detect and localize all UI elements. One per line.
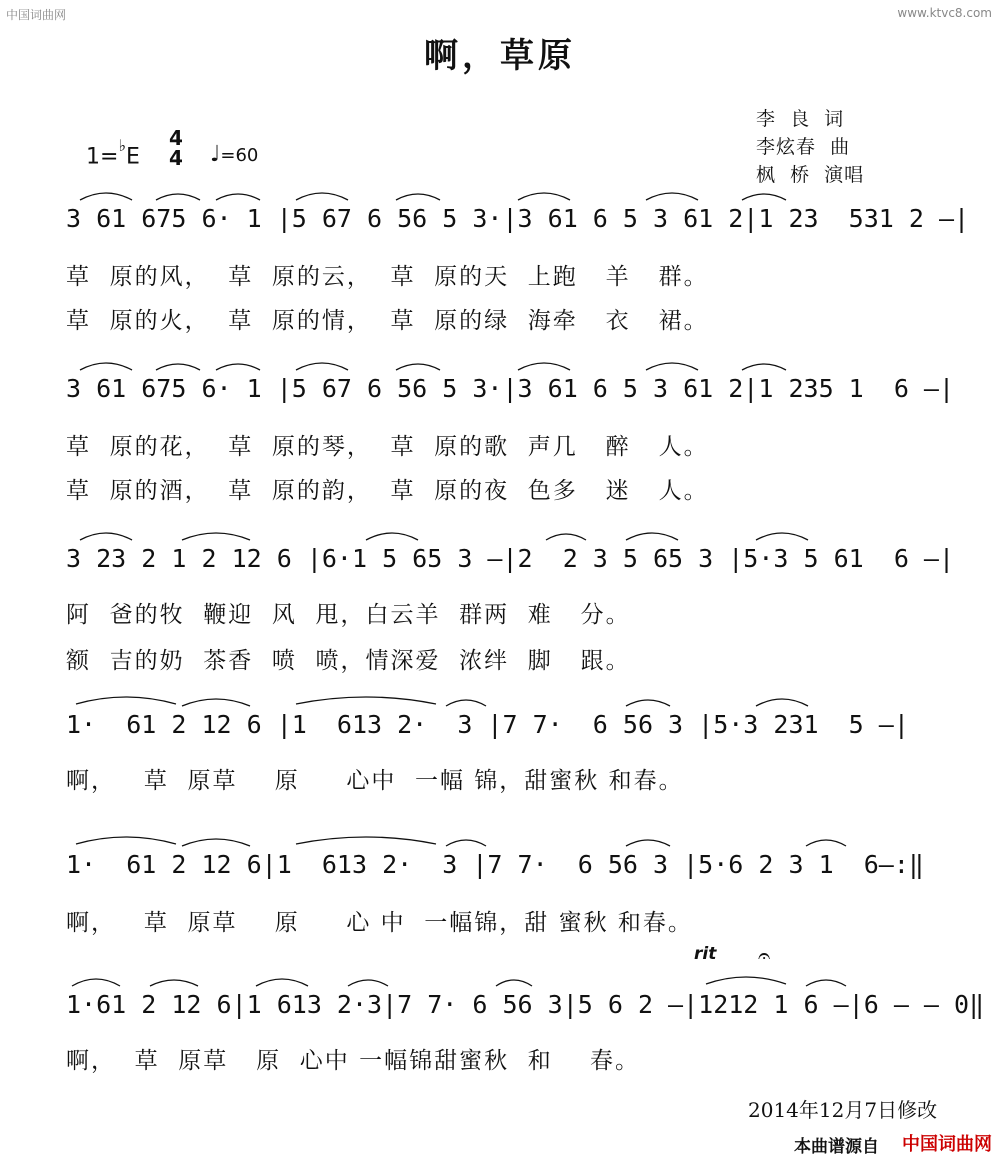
tempo-marking [210, 142, 258, 167]
notation-system-4 [66, 692, 966, 748]
jianpu-notes: 1· 61 2 12 6|1 613 2· 3 |7 7· 6 56 3 |5·6 2 3 1 6–:‖ [66, 850, 924, 879]
notation-system-3 [66, 526, 966, 582]
jianpu-notes: 3 23 2 1 2 12 6 |6·1 5 65 3 –|2 2 3 5 65 3 |5·3 5 61 6 –| [66, 544, 955, 573]
source-label: 本曲谱源自 [794, 1137, 879, 1157]
credit-singer: 枫 桥 演唱 [756, 164, 865, 186]
notation-system-1 [66, 186, 970, 242]
time-signature [168, 128, 184, 168]
time-signature-top: 4 [169, 126, 183, 150]
watermark-right: www.ktvc8.com [897, 6, 992, 20]
time-signature-bottom: 4 [169, 146, 183, 170]
tempo-value: =60 [220, 145, 259, 166]
lyrics-verse-2: 额 吉的奶 茶香 喷 喷，情深爱 浓绊 脚 跟。 [66, 648, 631, 674]
ritardando-marking: rit [694, 944, 717, 964]
flat-icon: ♭ [118, 136, 126, 155]
lyrics-verse-1: 阿 爸的牧 鞭迎 风 甩，白云羊 群两 难 分。 [66, 602, 631, 628]
lyrics-verse-1: 草 原的花， 草 原的琴， 草 原的歌 声几 醉 人。 [66, 434, 709, 460]
key-signature [86, 136, 140, 170]
lyrics-line: 啊， 草 原草 原 心中 一幅锦甜蜜秋 和 春。 [66, 1048, 640, 1074]
jianpu-notes: 3 61 675 6· 1 |5 67 6 56 5 3·|3 61 6 5 3 61 2|1 23 531 2 –| [66, 204, 970, 233]
notation-system-5 [66, 832, 966, 888]
source-site-link[interactable]: 中国词曲网 [902, 1134, 992, 1155]
credit-lyricist: 李 良 词 [756, 108, 845, 130]
lyrics-verse-1: 草 原的风， 草 原的云， 草 原的天 上跑 羊 群。 [66, 264, 709, 290]
credit-composer: 李炫春 曲 [756, 136, 851, 158]
lyrics-verse-2: 草 原的火， 草 原的情， 草 原的绿 海牵 衣 裙。 [66, 308, 709, 334]
page-title: 啊，草原 [424, 36, 576, 76]
jianpu-notes: 1· 61 2 12 6 |1 613 2· 3 |7 7· 6 56 3 |5·3 231 5 –| [66, 710, 909, 739]
fermata-icon: 𝄐 [758, 944, 771, 969]
key-prefix: 1= [86, 144, 119, 170]
jianpu-notes: 3 61 675 6· 1 |5 67 6 56 5 3·|3 61 6 5 3 61 2|1 235 1 6 –| [66, 374, 955, 403]
lyrics-line: 啊， 草 原草 原 心中 一幅 锦，甜蜜秋 和春。 [66, 768, 684, 794]
notation-system-2 [66, 356, 966, 412]
quarter-note-icon: ♩ [210, 142, 221, 167]
key-note: E [125, 144, 140, 170]
revision-date: 2014年12月7日修改 [748, 1098, 938, 1122]
notation-system-6 [66, 972, 985, 1028]
lyrics-line: 啊， 草 原草 原 心 中 一幅锦，甜 蜜秋 和春。 [66, 910, 693, 936]
watermark-left: 中国词曲网 [6, 8, 67, 22]
jianpu-notes: 1·61 2 12 6|1 613 2·3|7 7· 6 56 3|5 6 2 –|1212 1 6 –|6 – – 0‖ [66, 990, 985, 1019]
lyrics-verse-2: 草 原的酒， 草 原的韵， 草 原的夜 色多 迷 人。 [66, 478, 709, 504]
